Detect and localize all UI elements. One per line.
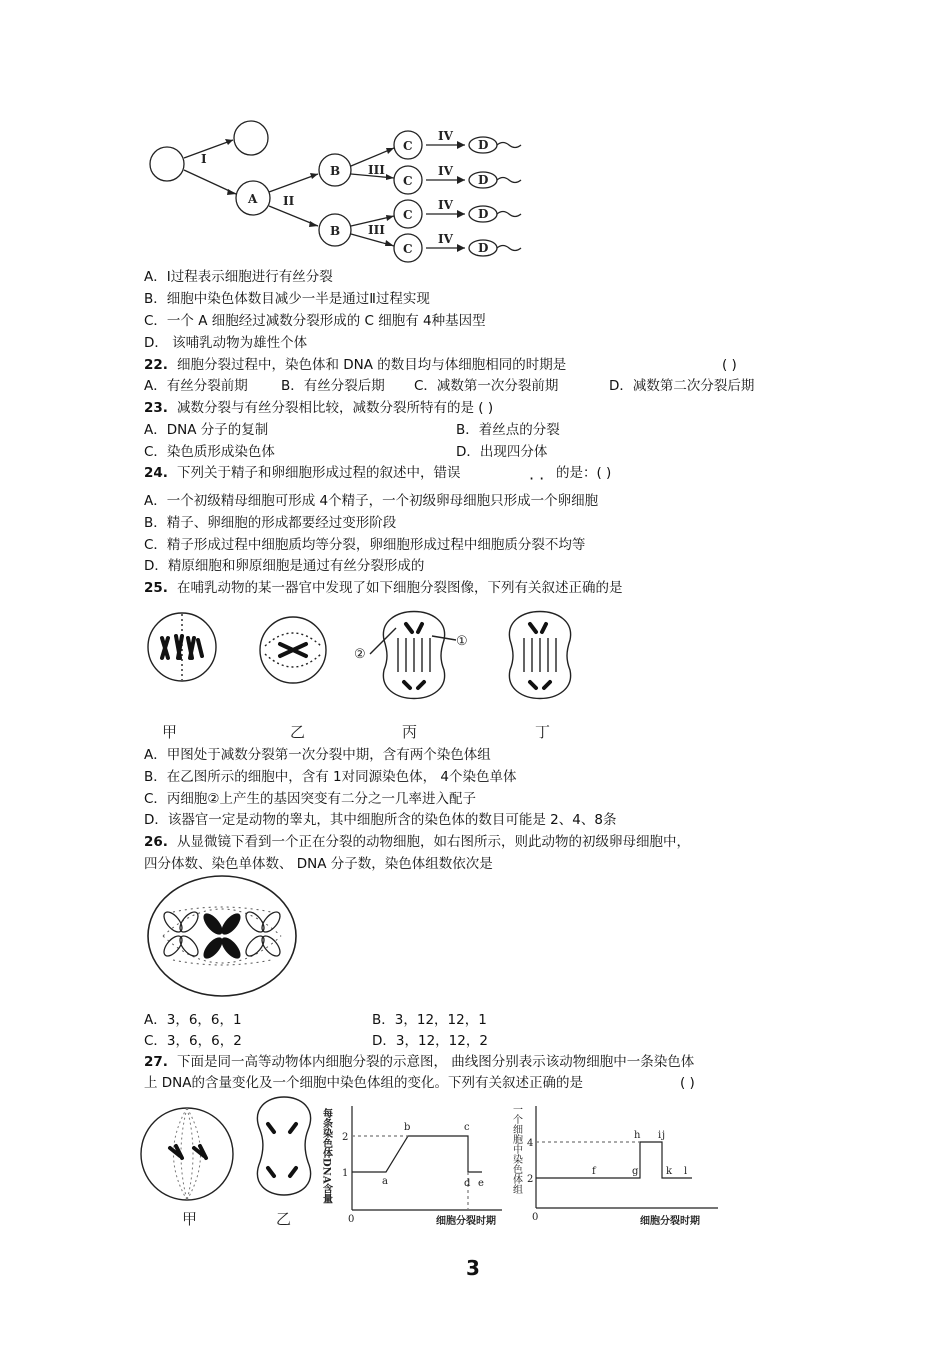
q26-cell-figure (143, 872, 303, 1002)
q27-cell-figures (140, 1094, 330, 1230)
q27-graph-chromosome-sets (508, 1100, 723, 1228)
q22-option-c: C．减数第一次分裂前期 (414, 378, 559, 394)
q26-stem-line2: 四分体数、染色单体数、 DNA 分子数，染色体组数依次是 (144, 856, 493, 872)
process-label-4: IV (438, 129, 453, 143)
q25-option-a: A．甲图处于减数分裂第一次分裂中期，含有两个染色体组 (144, 747, 491, 763)
q22-stem: 细胞分裂过程中，染色体和 DNA 的数目均与体细胞相同的时期是 (177, 357, 567, 373)
graph2-ytick-2: 2 (527, 1174, 534, 1185)
q23-option-a: A．DNA 分子的复制 (144, 422, 269, 438)
q25-label-jia: 甲 (162, 723, 178, 741)
q24-option-b: B．精子、卵细胞的形成都要经过变形阶段 (144, 515, 397, 531)
graph1-point-b: b (404, 1122, 411, 1133)
q22-option-a: A．有丝分裂前期 (144, 378, 248, 394)
process-label-1: I (201, 152, 207, 166)
cell-label-d3: D (478, 207, 489, 221)
process-label-3b: III (368, 223, 385, 237)
q21-option-b: B．细胞中染色体数目减少一半是通过Ⅱ过程实现 (144, 291, 430, 307)
graph2-point-f: f (592, 1166, 596, 1177)
cell-label-c3: C (403, 208, 413, 222)
q25-option-c: C．丙细胞②上产生的基因突变有二分之一几率进入配子 (144, 791, 477, 807)
page-number: 3 (466, 1256, 480, 1280)
q26-number: 26. (144, 834, 168, 850)
q26-option-a: A．3，6，6，1 (144, 1012, 242, 1028)
process-label-4b: IV (438, 164, 453, 178)
graph1-point-e: e (478, 1178, 484, 1189)
spermatogenesis-diagram (140, 118, 540, 268)
graph1-point-a: a (382, 1176, 388, 1187)
cell-label-d1: D (478, 138, 489, 152)
q27-label-yi: 乙 (276, 1210, 292, 1228)
q25-label-yi: 乙 (290, 723, 306, 741)
process-label-4c: IV (438, 198, 453, 212)
q23-number: 23. (144, 400, 168, 416)
q25-stem: 在哺乳动物的某一器官中发现了如下细胞分裂图像，下列有关叙述正确的是 (177, 580, 623, 596)
q25-marker-1: ① (456, 634, 468, 649)
cell-label-d4: D (478, 241, 489, 255)
q24-number: 24. (144, 465, 168, 481)
q25-marker-2: ② (354, 647, 366, 662)
cell-label-c1: C (403, 139, 413, 153)
q25-label-ding: 丁 (535, 723, 551, 741)
q22-bracket: ( ) (722, 357, 737, 373)
q23-option-c: C．染色质形成染色体 (144, 444, 275, 460)
graph2-xlabel: 细胞分裂时期 (640, 1216, 700, 1227)
q23-option-b: B．着丝点的分裂 (456, 422, 560, 438)
q21-option-c: C．一个 A 细胞经过减数分裂形成的 C 细胞有 4种基因型 (144, 313, 486, 329)
graph2-ylabel: 一个细胞中染色体组 (510, 1104, 522, 1194)
graph1-point-c: c (464, 1122, 470, 1133)
q21-option-a: A．Ⅰ过程表示细胞进行有丝分裂 (144, 269, 333, 285)
cell-label-b2: B (330, 224, 341, 238)
q27-bracket: ( ) (680, 1075, 695, 1091)
graph2-origin: 0 (532, 1212, 539, 1223)
q22-number: 22. (144, 357, 168, 373)
q27-label-jia: 甲 (182, 1210, 198, 1228)
q24-stem-pre: 下列关于精子和卵细胞形成过程的叙述中，错误 (177, 465, 461, 481)
process-label-3: III (368, 163, 385, 177)
cell-label-d2: D (478, 173, 489, 187)
cell-label-c4: C (403, 242, 413, 256)
q25-cell-figures (140, 600, 590, 745)
q24-option-d: D．精原细胞和卵原细胞是通过有丝分裂形成的 (144, 558, 425, 574)
graph2-point-j: j (662, 1130, 666, 1141)
graph1-origin: 0 (348, 1214, 355, 1225)
q26-stem-line1: 从显微镜下看到一个正在分裂的动物细胞，如右图所示，则此动物的初级卵母细胞中， (177, 834, 690, 850)
graph1-point-d: d (464, 1178, 471, 1189)
q25-option-d: D．该器官一定是动物的睾丸，其中细胞所含的染色体的数目可能是 2、4、8条 (144, 812, 617, 828)
graph1-ytick-1: 1 (342, 1168, 349, 1179)
emphasis-dots: · · (529, 469, 545, 488)
q25-option-b: B．在乙图所示的细胞中，含有 1对同源染色体， 4个染色单体 (144, 769, 517, 785)
q25-number: 25. (144, 580, 168, 596)
graph2-point-i: i (658, 1130, 662, 1141)
q24-stem-post: 的是：( ) (556, 465, 612, 481)
cell-label-a: A (248, 192, 258, 206)
graph2-ytick-4: 4 (527, 1138, 534, 1149)
q22-option-b: B．有丝分裂后期 (281, 378, 385, 394)
cell-label-b1: B (330, 164, 341, 178)
q22-option-d: D．减数第二次分裂后期 (609, 378, 755, 394)
graph2-point-h: h (634, 1130, 641, 1141)
cell-label-c2: C (403, 174, 413, 188)
q23-stem: 减数分裂与有丝分裂相比较，减数分裂所特有的是 ( ) (177, 400, 494, 416)
graph1-ylabel: 每条染色体DNA含量 (320, 1108, 332, 1204)
q24-option-a: A．一个初级精母细胞可形成 4个精子，一个初级卵母细胞只形成一个卵细胞 (144, 493, 599, 509)
q26-option-b: B．3，12，12，1 (372, 1012, 487, 1028)
q21-option-d: D． 该哺乳动物为雄性个体 (144, 335, 308, 351)
q23-option-d: D．出现四分体 (456, 444, 548, 460)
q27-stem-line2: 上 DNA的含量变化及一个细胞中染色体组的变化。下列有关叙述正确的是 (144, 1075, 584, 1091)
graph2-point-l: l (684, 1166, 688, 1177)
graph2-point-k: k (666, 1166, 673, 1177)
q27-number: 27. (144, 1054, 168, 1070)
graph1-ytick-2: 2 (342, 1132, 349, 1143)
q25-label-bing: 丙 (402, 723, 418, 741)
q27-stem-line1: 下面是同一高等动物体内细胞分裂的示意图， 曲线图分别表示该动物细胞中一条染色体 (177, 1054, 695, 1070)
graph2-point-g: g (632, 1166, 639, 1177)
process-label-2: II (283, 194, 295, 208)
process-label-4d: IV (438, 232, 453, 246)
q26-option-c: C．3，6，6，2 (144, 1033, 242, 1049)
q27-graph-dna (318, 1098, 508, 1228)
q24-option-c: C．精子形成过程中细胞质均等分裂，卵细胞形成过程中细胞质分裂不均等 (144, 537, 586, 553)
q26-option-d: D．3，12，12，2 (372, 1033, 488, 1049)
graph1-xlabel: 细胞分裂时期 (436, 1216, 496, 1227)
